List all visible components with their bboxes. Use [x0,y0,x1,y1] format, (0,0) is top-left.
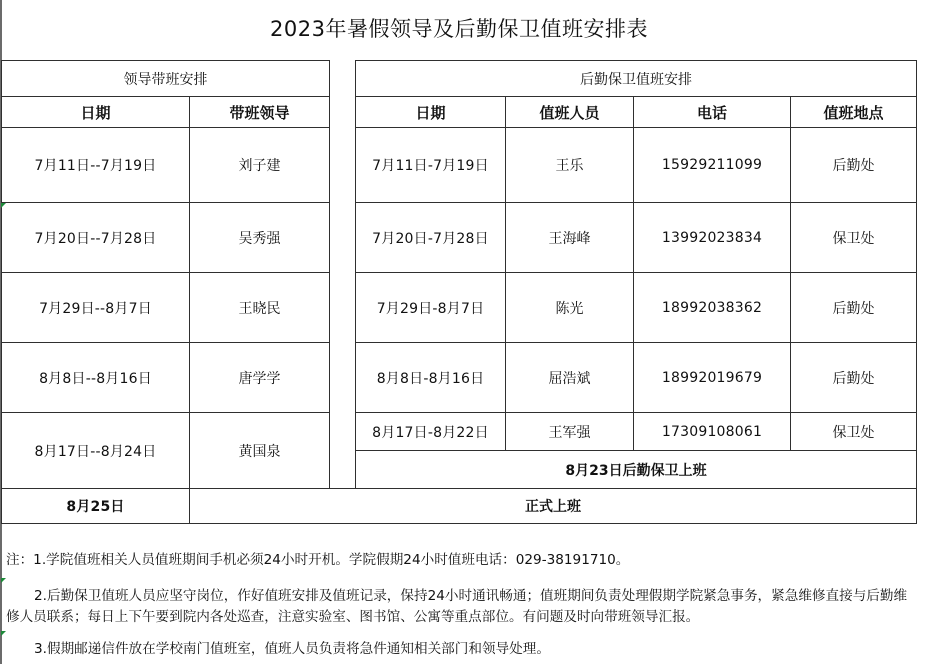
logistics-resume-note: 8月23日后勤保卫上班 [356,451,917,489]
column-gap [330,61,356,489]
leader-date-cell: 8月8日--8月16日 [2,343,190,413]
leader-name-cell: 刘子建 [190,128,330,203]
logistics-location-cell: 后勤处 [791,343,917,413]
logistics-phone-cell: 18992019679 [634,343,791,413]
table-row [2,413,917,451]
logistics-person-cell: 王军强 [506,413,634,451]
column-header-row [2,97,917,128]
logistics-date-cell: 8月8日-8月16日 [356,343,506,413]
logistics-col-location: 值班地点 [791,97,917,128]
final-date-cell: 8月25日 [2,489,190,524]
logistics-person-cell: 王海峰 [506,203,634,273]
table-row [2,128,917,203]
leader-date-cell: 7月20日--7月28日 [2,203,190,273]
leader-name-cell: 王晓民 [190,273,330,343]
logistics-col-date: 日期 [356,97,506,128]
leader-name-cell: 唐学学 [190,343,330,413]
logistics-person-cell: 王乐 [506,128,634,203]
logistics-location-cell: 后勤处 [791,273,917,343]
cell-marker [1,203,6,208]
logistics-col-person: 值班人员 [506,97,634,128]
logistics-date-cell: 8月17日-8月22日 [356,413,506,451]
leader-date-cell: 8月17日--8月24日 [2,413,190,489]
logistics-phone-cell: 15929211099 [634,128,791,203]
logistics-location-cell: 保卫处 [791,413,917,451]
leader-name-cell: 黄国泉 [190,413,330,489]
note-item: 3.假期邮递信件放在学校南门值班室，值班人员负责将急件通知相关部门和领导处理。 [34,641,550,657]
leader-date-cell: 7月11日--7月19日 [2,128,190,203]
cell-marker [1,578,6,583]
logistics-phone-cell: 17309108061 [634,413,791,451]
table-row [2,203,917,273]
logistics-date-cell: 7月29日-8月7日 [356,273,506,343]
logistics-date-cell: 7月20日-7月28日 [356,203,506,273]
note-item: 2.后勤保卫值班人员应坚守岗位，作好值班安排及值班记录，保持24小时通讯畅通；值班期间负责处理假期学院紧急事务，紧急维修直接与后勤维修人员联系；每日上下午要到院内各处巡查，注意实验室、图书馆、公寓等重点部位。有问题及时向带班领导汇报。 [6,588,908,625]
logistics-phone-cell: 18992038362 [634,273,791,343]
table-row [2,343,917,413]
leader-section-heading: 领导带班安排 [2,61,330,97]
logistics-location-cell: 后勤处 [791,128,917,203]
duty-schedule-table [1,60,917,524]
table-row [2,273,917,343]
leader-col-leader: 带班领导 [190,97,330,128]
leader-date-cell: 7月29日--8月7日 [2,273,190,343]
leader-col-date: 日期 [2,97,190,128]
cell-marker [1,631,6,636]
note-item: 注：1.学院值班相关人员值班期间手机必须24小时开机。学院假期24小时值班电话：029-38191710。 [6,552,630,568]
logistics-person-cell: 陈光 [506,273,634,343]
logistics-col-phone: 电话 [634,97,791,128]
leader-name-cell: 吴秀强 [190,203,330,273]
logistics-section-heading: 后勤保卫值班安排 [356,61,917,97]
logistics-phone-cell: 13992023834 [634,203,791,273]
page-title: 2023年暑假领导及后勤保卫值班安排表 [270,17,648,41]
logistics-person-cell: 屈浩斌 [506,343,634,413]
final-text-cell: 正式上班 [190,489,917,524]
final-row [2,489,917,524]
section-header-row [2,61,917,97]
logistics-location-cell: 保卫处 [791,203,917,273]
logistics-date-cell: 7月11日-7月19日 [356,128,506,203]
